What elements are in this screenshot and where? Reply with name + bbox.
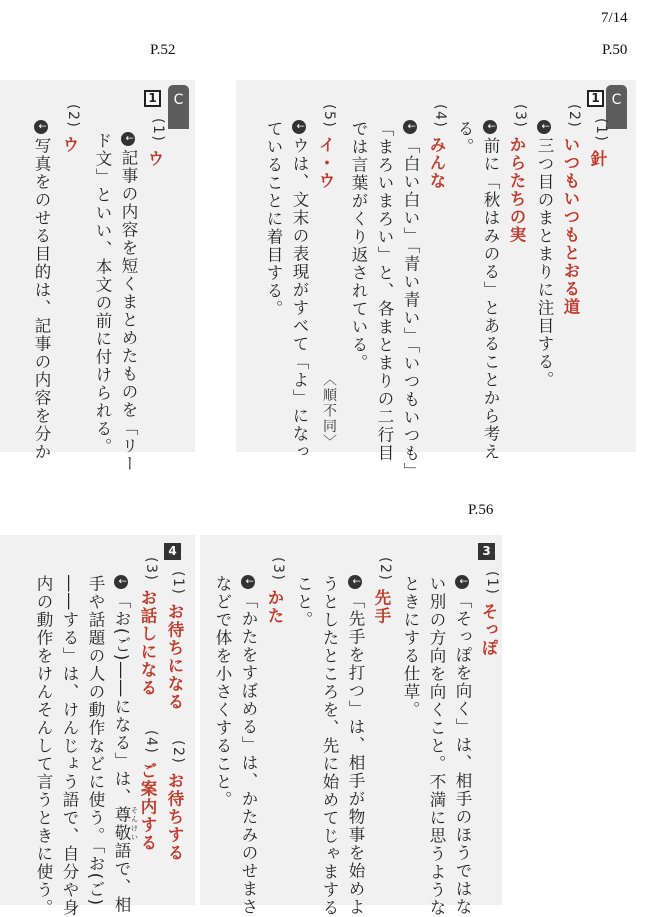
q2-number: (2) bbox=[377, 557, 393, 582]
answer-panel-p52 bbox=[0, 80, 195, 473]
down-arrow-circle-icon: ↓ bbox=[483, 120, 497, 134]
q1-note-line-1: ↓記事の内容を短くまとめたものを「リー bbox=[115, 132, 141, 473]
q4-note-line-3: では言葉がくり返されている。 bbox=[349, 120, 368, 372]
q2-note-line-1: ↓「先手を打つ」は、相手が物事を始めよ bbox=[342, 575, 368, 916]
q2-answer: 先手 bbox=[372, 589, 391, 625]
q5-number: (5) bbox=[321, 104, 337, 129]
q1-answer: ウ bbox=[145, 150, 164, 168]
q3-number: (3) bbox=[143, 557, 159, 582]
q3-note-line-2: などで体を小さくすること。 bbox=[213, 575, 232, 809]
q3-number: (3) bbox=[512, 104, 528, 129]
q3-note-line-1: ↓「かたをすぼめる」は、かたみのせまさ bbox=[235, 575, 261, 916]
q2-note-line-2: うとしたところを、先に始めてじゃまする bbox=[320, 575, 339, 917]
q3-answer: からたちの実 bbox=[507, 136, 526, 244]
answer-panel-section-4 bbox=[0, 535, 195, 917]
keigo-term-sonkei: 尊敬 そんけい bbox=[112, 805, 139, 842]
q2-number: (2) bbox=[170, 740, 186, 765]
q1-note-line-2: ド文」といい、本文の前に付けられる。 bbox=[93, 132, 112, 456]
q2-answer: お待ちする bbox=[165, 772, 184, 862]
page-counter: 7/14 bbox=[601, 10, 628, 26]
down-arrow-circle-icon: ↓ bbox=[241, 575, 255, 589]
q3-number: (3) bbox=[270, 557, 286, 582]
down-arrow-circle-icon: ↓ bbox=[455, 575, 469, 589]
q1-number: (1) bbox=[484, 571, 500, 596]
q2-number: (2) bbox=[566, 104, 582, 129]
down-arrow-circle-icon: ↓ bbox=[292, 120, 306, 134]
answer-panel-p56 bbox=[200, 535, 502, 917]
q2-answer: ウ bbox=[60, 136, 79, 154]
section-tab-c: C bbox=[606, 85, 627, 129]
q1-note-line-3: ときにする仕草。 bbox=[401, 575, 420, 719]
section-tab-c: C bbox=[168, 85, 189, 129]
section-number-4: 4 bbox=[164, 543, 181, 560]
q1-answer: 針 bbox=[588, 150, 607, 168]
q4-answer: ご案内する bbox=[138, 762, 157, 852]
keigo-note-line-1: ↓「お(ご)――になる」は、尊敬 そんけい語で、相 bbox=[108, 575, 139, 914]
q4-note-line-1: ↓「白い白い」「青い青い」「いつもいつも」 bbox=[397, 120, 423, 481]
q1-number: (1) bbox=[170, 571, 186, 596]
section-number-1: 1 bbox=[144, 90, 161, 107]
down-arrow-circle-icon: ↓ bbox=[537, 120, 551, 134]
section-number-3: 3 bbox=[478, 543, 495, 560]
q1-number: (1) bbox=[593, 118, 609, 143]
q3-note-line-1: ↓前に「秋はみのる」とあることから考え bbox=[477, 120, 503, 461]
keigo-note-line-3: ――する」は、けんじょう語で、自分や身 bbox=[60, 575, 79, 917]
q5-order-note: 〈順不同〉 bbox=[321, 372, 337, 450]
q1-answer: そっぽ bbox=[479, 603, 498, 657]
q1-answer: お待ちになる bbox=[165, 603, 184, 711]
page-ref-bottom: P.56 bbox=[468, 502, 494, 518]
q3-answer: かた bbox=[265, 589, 284, 625]
q4-note-line-2: 「まろいまろい」と、各まとまりの二行目 bbox=[375, 120, 394, 462]
down-arrow-circle-icon: ↓ bbox=[121, 132, 135, 146]
keigo-note-line-4: 内の動作をけんそんして言うときに使う。 bbox=[34, 575, 53, 917]
q5-note-line-1: ↓ウは、文末の表現がすべて「よ」になっ bbox=[286, 120, 312, 461]
q3-answer: お話しになる bbox=[138, 589, 157, 697]
keigo-note-line-2: 手や話題の人の動作などに使う。「お(ご) bbox=[86, 575, 105, 907]
q1-note-line-2: い別の方向を向くこと。不満に思うような bbox=[427, 575, 446, 917]
page-ref-left: P.52 bbox=[150, 42, 176, 58]
down-arrow-circle-icon: ↓ bbox=[34, 120, 48, 134]
down-arrow-circle-icon: ↓ bbox=[348, 575, 362, 589]
q1-note-line-1: ↓「そっぽを向く」は、相手のほうではな bbox=[449, 575, 475, 916]
answer-panel-p50 bbox=[236, 80, 636, 481]
q5-answer: イ・ウ bbox=[316, 136, 335, 190]
page-ref-right: P.50 bbox=[602, 42, 628, 58]
q2-note: ↓写真をのせる目的は、記事の内容を分か bbox=[28, 120, 54, 461]
q5-note-line-2: ていることに着目する。 bbox=[264, 120, 283, 318]
down-arrow-circle-icon: ↓ bbox=[403, 120, 417, 134]
q4-answer: みんな bbox=[427, 136, 446, 190]
q2-answer: いつもいつもとおる道 bbox=[561, 136, 580, 316]
q4-number: (4) bbox=[143, 730, 159, 755]
section-number-1: 1 bbox=[587, 90, 604, 107]
q2-number: (2) bbox=[65, 104, 81, 129]
q4-number: (4) bbox=[432, 104, 448, 129]
q2-note-line-3: こと。 bbox=[294, 575, 313, 629]
q3-note-line-2: る。 bbox=[455, 120, 474, 156]
q2-note: ↓三つ目のまとまりに注目する。 bbox=[531, 120, 557, 389]
down-arrow-circle-icon: ↓ bbox=[114, 575, 128, 589]
q1-number: (1) bbox=[150, 118, 166, 143]
